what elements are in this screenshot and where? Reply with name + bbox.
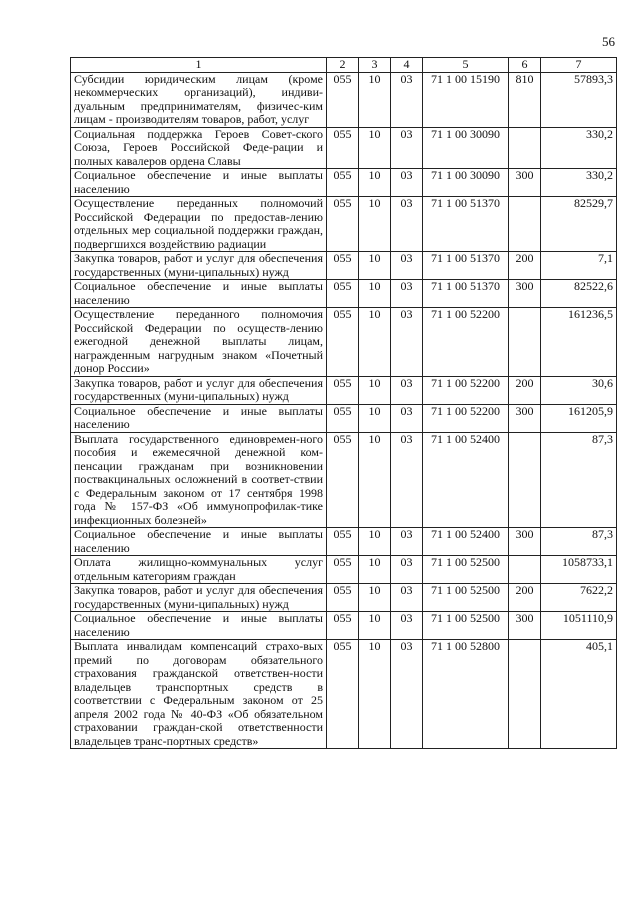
- row-target-article: 71 1 00 52200: [423, 376, 509, 404]
- table-row: [71, 308, 617, 377]
- row-subsection: 03: [391, 528, 423, 556]
- table-row: [71, 404, 617, 432]
- row-target-article: 71 1 00 52200: [423, 404, 509, 432]
- row-admin-code: 055: [327, 127, 359, 169]
- row-admin-code: 055: [327, 197, 359, 252]
- row-name: Социальное обеспечение и иные выплаты населению: [71, 280, 327, 308]
- column-header-4: 4: [391, 58, 423, 73]
- row-section: 10: [359, 127, 391, 169]
- row-amount: 57893,3: [541, 72, 617, 127]
- row-name: Социальное обеспечение и иные выплаты населению: [71, 404, 327, 432]
- row-name: Оплата жилищно-коммунальных услуг отдельным категориям граждан: [71, 556, 327, 584]
- row-target-article: 71 1 00 30090: [423, 169, 509, 197]
- row-expense-type: [509, 556, 541, 584]
- row-expense-type: 200: [509, 252, 541, 280]
- row-name: Социальная поддержка Героев Совет-ского Союза, Героев Российской Феде-рации и полных кавалеров ордена Славы: [71, 127, 327, 169]
- row-admin-code: 055: [327, 528, 359, 556]
- row-expense-type: 810: [509, 72, 541, 127]
- row-admin-code: 055: [327, 556, 359, 584]
- row-expense-type: 300: [509, 612, 541, 640]
- row-subsection: 03: [391, 127, 423, 169]
- table-row: [71, 252, 617, 280]
- row-amount: 82522,6: [541, 280, 617, 308]
- row-subsection: 03: [391, 640, 423, 749]
- row-subsection: 03: [391, 612, 423, 640]
- column-header-3: 3: [359, 58, 391, 73]
- column-header-2: 2: [327, 58, 359, 73]
- row-admin-code: 055: [327, 169, 359, 197]
- table-row: [71, 197, 617, 252]
- row-target-article: 71 1 00 52200: [423, 308, 509, 377]
- row-name: Закупка товаров, работ и услуг для обеспечения государственных (муни-ципальных) нужд: [71, 252, 327, 280]
- row-expense-type: 200: [509, 376, 541, 404]
- table-row: [71, 127, 617, 169]
- budget-table: [70, 57, 617, 749]
- row-name: Выплата инвалидам компенсаций страхо-вых премий по договорам обязательного страхования гражданской ответствен-ности владельцев транспортных средств в соответствии с Федеральным законом от 25 апреля 2002 года № 40-ФЗ «Об обязательном страховании граждан-ской ответственности владельцев транс-портных средств»: [71, 640, 327, 749]
- row-section: 10: [359, 528, 391, 556]
- row-admin-code: 055: [327, 376, 359, 404]
- row-amount: 161205,9: [541, 404, 617, 432]
- row-section: 10: [359, 612, 391, 640]
- column-header-1: 1: [71, 58, 327, 73]
- table-row: [71, 556, 617, 584]
- row-admin-code: 055: [327, 308, 359, 377]
- row-section: 10: [359, 252, 391, 280]
- table-row: [71, 640, 617, 749]
- row-target-article: 71 1 00 30090: [423, 127, 509, 169]
- row-name: Выплата государственного единовремен-ного пособия и ежемесячной денежной ком-пенсации гражданам при возникновении поствакцинальных осложнений в соответ-ствии с Федеральным законом от 17 сентября 1998 года № 157-ФЗ «Об иммунопрофилак-тике инфекционных болезней»: [71, 432, 327, 528]
- row-subsection: 03: [391, 308, 423, 377]
- row-subsection: 03: [391, 404, 423, 432]
- row-section: 10: [359, 197, 391, 252]
- row-amount: 1058733,1: [541, 556, 617, 584]
- row-amount: 30,6: [541, 376, 617, 404]
- table-row: [71, 169, 617, 197]
- row-name: Социальное обеспечение и иные выплаты населению: [71, 612, 327, 640]
- row-subsection: 03: [391, 584, 423, 612]
- row-section: 10: [359, 169, 391, 197]
- row-target-article: 71 1 00 51370: [423, 197, 509, 252]
- row-subsection: 03: [391, 280, 423, 308]
- row-target-article: 71 1 00 51370: [423, 252, 509, 280]
- row-amount: 87,3: [541, 432, 617, 528]
- row-section: 10: [359, 376, 391, 404]
- row-amount: 1051110,9: [541, 612, 617, 640]
- row-amount: 87,3: [541, 528, 617, 556]
- row-target-article: 71 1 00 52800: [423, 640, 509, 749]
- row-target-article: 71 1 00 51370: [423, 280, 509, 308]
- column-header-6: 6: [509, 58, 541, 73]
- row-target-article: 71 1 00 52500: [423, 584, 509, 612]
- table-body: [71, 72, 617, 749]
- row-expense-type: 200: [509, 584, 541, 612]
- row-name: Осуществление переданных полномочий Российской Федерации по предостав-лению отдельных мер социальной поддержки граждан, подвергшихся воздействию радиации: [71, 197, 327, 252]
- row-subsection: 03: [391, 376, 423, 404]
- row-admin-code: 055: [327, 612, 359, 640]
- row-admin-code: 055: [327, 640, 359, 749]
- row-expense-type: 300: [509, 528, 541, 556]
- column-header-5: 5: [423, 58, 509, 73]
- row-amount: 7,1: [541, 252, 617, 280]
- row-name: Социальное обеспечение и иные выплаты населению: [71, 528, 327, 556]
- row-amount: 161236,5: [541, 308, 617, 377]
- row-name: Закупка товаров, работ и услуг для обеспечения государственных (муни-ципальных) нужд: [71, 584, 327, 612]
- row-subsection: 03: [391, 197, 423, 252]
- row-expense-type: [509, 308, 541, 377]
- table-row: [71, 528, 617, 556]
- row-subsection: 03: [391, 169, 423, 197]
- row-admin-code: 055: [327, 252, 359, 280]
- row-admin-code: 055: [327, 280, 359, 308]
- row-subsection: 03: [391, 432, 423, 528]
- table-row: [71, 584, 617, 612]
- table-row: [71, 432, 617, 528]
- row-subsection: 03: [391, 72, 423, 127]
- row-subsection: 03: [391, 556, 423, 584]
- row-target-article: 71 1 00 52500: [423, 612, 509, 640]
- row-admin-code: 055: [327, 584, 359, 612]
- header-row: [71, 58, 617, 73]
- row-section: 10: [359, 72, 391, 127]
- row-target-article: 71 1 00 52400: [423, 432, 509, 528]
- row-expense-type: 300: [509, 169, 541, 197]
- row-amount: 330,2: [541, 169, 617, 197]
- column-header-7: 7: [541, 58, 617, 73]
- row-amount: 7622,2: [541, 584, 617, 612]
- row-section: 10: [359, 432, 391, 528]
- row-section: 10: [359, 280, 391, 308]
- table-row: [71, 280, 617, 308]
- row-target-article: 71 1 00 52400: [423, 528, 509, 556]
- row-amount: 405,1: [541, 640, 617, 749]
- row-target-article: 71 1 00 15190: [423, 72, 509, 127]
- row-section: 10: [359, 556, 391, 584]
- row-name: Субсидии юридическим лицам (кроме некоммерческих организаций), индиви-дуальным предпринимателям, физичес-ким лицам - производителям товаров, работ, услуг: [71, 72, 327, 127]
- row-target-article: 71 1 00 52500: [423, 556, 509, 584]
- row-expense-type: 300: [509, 404, 541, 432]
- row-section: 10: [359, 404, 391, 432]
- row-section: 10: [359, 308, 391, 377]
- row-subsection: 03: [391, 252, 423, 280]
- row-name: Социальное обеспечение и иные выплаты населению: [71, 169, 327, 197]
- table-row: [71, 376, 617, 404]
- table-row: [71, 612, 617, 640]
- row-expense-type: [509, 127, 541, 169]
- row-expense-type: [509, 640, 541, 749]
- page-number: 56: [602, 34, 615, 49]
- table-row: [71, 72, 617, 127]
- row-admin-code: 055: [327, 404, 359, 432]
- row-expense-type: [509, 432, 541, 528]
- row-amount: 330,2: [541, 127, 617, 169]
- row-admin-code: 055: [327, 72, 359, 127]
- row-name: Закупка товаров, работ и услуг для обеспечения государственных (муни-ципальных) нужд: [71, 376, 327, 404]
- row-expense-type: 300: [509, 280, 541, 308]
- row-name: Осуществление переданного полномочия Российской Федерации по осуществ-лению ежегодной денежной выплаты лицам, награжденным нагрудным знаком «Почетный донор России»: [71, 308, 327, 377]
- row-expense-type: [509, 197, 541, 252]
- row-admin-code: 055: [327, 432, 359, 528]
- row-section: 10: [359, 640, 391, 749]
- row-amount: 82529,7: [541, 197, 617, 252]
- row-section: 10: [359, 584, 391, 612]
